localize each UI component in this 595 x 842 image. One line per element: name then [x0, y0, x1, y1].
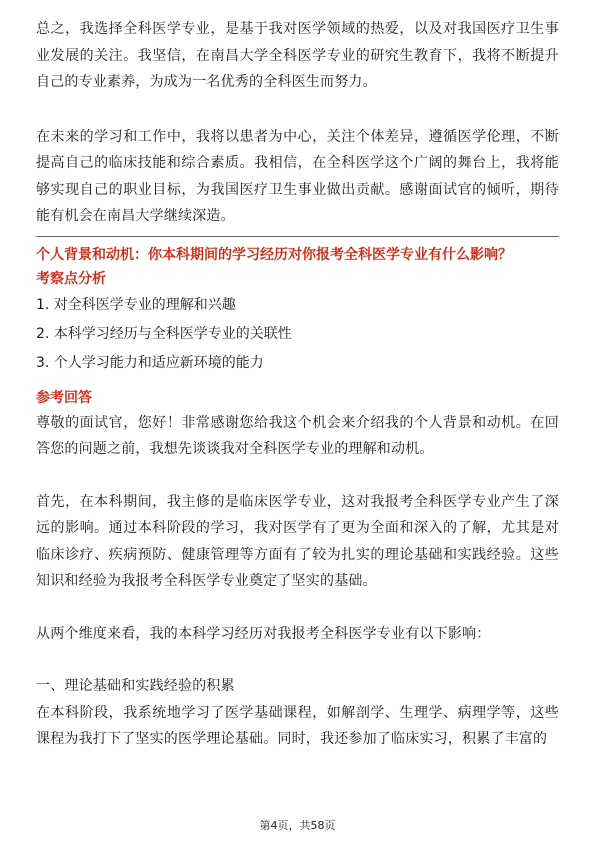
answer-subheading-1: 一、理论基础和实践经验的积累	[36, 678, 235, 694]
section-divider	[36, 236, 559, 237]
page-number: 第4页，共58页	[259, 819, 336, 832]
answer-paragraph-2: 首先，在本科期间，我主修的是临床医学专业，这对我报考全科医学专业产生了深远的影响。通过本科阶段的学习，我对医学有了更为全面和深入的了解，尤其是对临床诊疗、疾病预防、健康管理等方面有了较为扎实的理论基础和实践经验。这些知识和经验为我报考全科医学专业奠定了坚实的基础。	[36, 493, 559, 589]
intro-paragraph-2: 在未来的学习和工作中，我将以患者为中心，关注个体差异，遵循医学伦理，不断提高自己的临床技能和综合素质。我相信，在全科医学这个广阔的舞台上，我将能够实现自己的职业目标，为我国医疗卫生事业做出贡献。感谢面试官的倾听，期待能有机会在南昌大学继续深造。	[36, 128, 559, 224]
document-page	[36, 16, 559, 753]
analysis-item: 2. 本科学习经历与全科医学专业的关联性	[36, 325, 292, 342]
answer-paragraph-1: 尊敬的面试官，您好！非常感谢您给我这个机会来介绍我的个人背景和动机。在回答您的问题之前，我想先谈谈我对全科医学专业的理解和动机。	[36, 414, 559, 457]
analysis-heading: 考察点分析	[36, 270, 106, 287]
spacer	[36, 595, 559, 621]
analysis-item: 1. 对全科医学专业的理解和兴趣	[36, 296, 236, 313]
spacer	[36, 378, 559, 386]
answer-subparagraph-1: 在本科阶段，我系统地学习了医学基础课程，如解剖学、生理学、病理学等，这些课程为我打下了坚实的医学理论基础。同时，我还参加了临床实习，积累了丰富的	[36, 704, 559, 747]
analysis-item: 3. 个人学习能力和适应新环境的能力	[36, 354, 264, 371]
spacer	[36, 96, 559, 124]
intro-paragraph-1: 总之，我选择全科医学专业，是基于我对医学领域的热爱，以及对我国医疗卫生事业发展的关注。我坚信，在南昌大学全科医学专业的研究生教育下，我将不断提升自己的专业素养，为成为一名优秀的全科医生而努力。	[36, 21, 559, 90]
question-title: 个人背景和动机：你本科期间的学习经历对你报考全科医学专业有什么影响？	[36, 246, 512, 263]
spacer	[36, 463, 559, 489]
answer-heading: 参考回答	[36, 389, 92, 406]
spacer	[36, 647, 559, 673]
answer-paragraph-3: 从两个维度来看，我的本科学习经历对我报考全科医学专业有以下影响：	[36, 625, 491, 642]
